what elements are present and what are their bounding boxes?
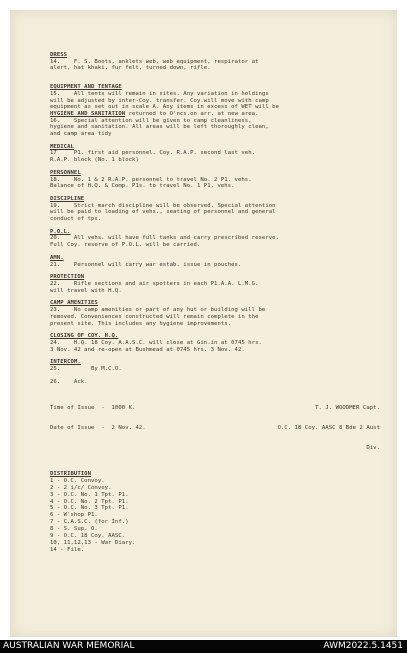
text-line: will be adjusted by inter-Coy. transfer. Coy.will move with camp [50,97,269,104]
text-line: 19. Strict march discipline will be observed. Special attention [50,202,276,209]
text-line: Balance of H.Q. & Comp. P1s. to travel No. 1 P1. vehs. [50,183,235,190]
text-line: 16. Special attention will be given to camp cleanliness, [50,117,252,124]
distribution-item: 2 - 2 i/c/ Convoy. [50,484,112,491]
text-line: R.A.P. block (No. 1 block) [50,157,139,164]
text-line: 22. Rifle sections and air spotters in each P1.A.A. L.M.G. [50,280,259,287]
hygiene-heading-line [50,111,380,118]
distribution-item: 4 - O.C. No. 2 Tpt. P1. [50,498,129,505]
section-ack [50,379,380,386]
section-heading: AMN. [50,254,64,261]
distribution-item: 14 - File. [50,546,85,553]
text-line: equipment as set out in scale A. Any items in excess of WET will be [50,104,279,111]
text-line: 20. All vehs. will have full tanks and carry prescribed reserve. [50,235,279,242]
section-closing [50,333,380,353]
text-line: will be paid to loading of vehs., seating of personnel and general [50,209,276,216]
signatory-name: T. J. WOODMER Capt. [315,404,380,411]
text-line: 25. By M.C.O. [50,366,122,373]
section-protection [50,274,380,294]
text-line: 18. No. 1 & 2 R.A.P. personnel to travel No. 2 P1. vehs. [50,176,252,183]
text-line: 15. All tents will remain in sites. Any variation in holdings [50,90,269,97]
equipment-tail-text: returned to O'ncs.on arr. at new area. [125,110,259,117]
section-heading: HYGIENE AND SANITATION [50,110,126,117]
text-line: 21. Personnel will carry war estab. issue in pouches. [50,261,242,268]
text-line: 3 Nov. 42 and re-open at Bushmead at 0745 hrs. 3 Nov. 42. [50,346,245,353]
distribution-item: 8 - S. Sup. O. [50,526,98,533]
distribution-item: 9 - O.C. 18 Coy. AASC. [50,533,126,540]
distribution-item: 7 - C.A.S.C. (for Inf.) [50,519,129,526]
footer-accession-number: AWM2022.5.1451 [323,641,403,651]
movement-order-text [50,52,380,560]
section-heading: DISCIPLINE [50,195,85,202]
text-line: will travel with H.Q. [50,287,122,294]
text-line: 23. No camp amenities or part of any hut or building will be [50,307,266,314]
signature-block [277,391,380,465]
section-heading: P.O.L. [50,228,71,235]
text-line: hygiene and sanitation. All areas will be left thoroughly clean, [50,124,269,131]
footer-bar [0,640,407,653]
section-heading: DISTRIBUTION [50,471,92,478]
section-heading: MEDICAL [50,143,74,150]
section-dress [50,52,380,72]
section-heading: DRESS [50,52,68,58]
distribution-item: 6 - W'shop P1. [50,512,98,519]
date-of-issue: Date of Issue - 2 Nov. 42. [50,424,146,431]
issue-block [50,391,380,465]
signatory-unit: O.C. 18 Coy. AASC 8 Bde 2 Aust [277,424,380,431]
text-line: alert, hat khaki, fur felt, turned down, rifle. [50,65,211,72]
section-medical [50,144,380,164]
section-heading: PERSONNEL [50,169,81,176]
section-heading: PROTECTION [50,274,85,281]
time-of-issue: Time of Issue - 1000 K. [50,404,136,411]
text-line: 14. F. S. Boots, anklets web, web equipment, respirator at [50,58,259,65]
section-heading: CLOSING OF COY. H.Q. [50,333,119,340]
section-discipline [50,196,380,223]
distribution-item: 3 - O.C. No. 1 Tpt. P1. [50,491,129,498]
section-personnel [50,170,380,190]
footer-source: AUSTRALIAN WAR MEMORIAL [3,641,135,651]
distribution-item: 10, 11,12,13 - War Diary. [50,540,136,547]
section-pol [50,229,380,249]
section-distribution [50,471,380,554]
text-line: conduct of tps. [50,216,102,223]
text-line: Full Coy. reserve of P.O.L. will be carried. [50,242,201,249]
text-line: 24. H.Q. 18 Coy. A.A.S.C. will close at Gin.in at 0745 hrs. [50,339,262,346]
section-camp-amenities [50,300,380,327]
section-heading: EQUIPMENT AND TENTAGE [50,84,122,91]
signatory-div: Div. [366,445,380,452]
distribution-item: 1 - O.C. Convoy. [50,477,105,484]
section-heading: INTERCOM. [50,359,81,366]
section-amn [50,255,380,268]
distribution-item: 5 - O.C. No. 3 Tpt. P1. [50,505,129,512]
text-line: removed. Conveniences constructed will remain complete in the [50,313,259,320]
text-line: 17 P1. first aid personnel. Coy. R.A.P. second last veh. [50,150,256,157]
section-heading: CAMP AMENITIES [50,300,98,307]
section-intercom [50,359,380,372]
issue-time-date [50,391,146,465]
text-line: and camp area tidy [50,131,112,138]
text-line: 26. Ack. [50,378,88,385]
section-hygiene [50,111,380,138]
text-line: present site. This includes any hygiene improvements. [50,320,232,327]
section-equipment [50,84,380,111]
